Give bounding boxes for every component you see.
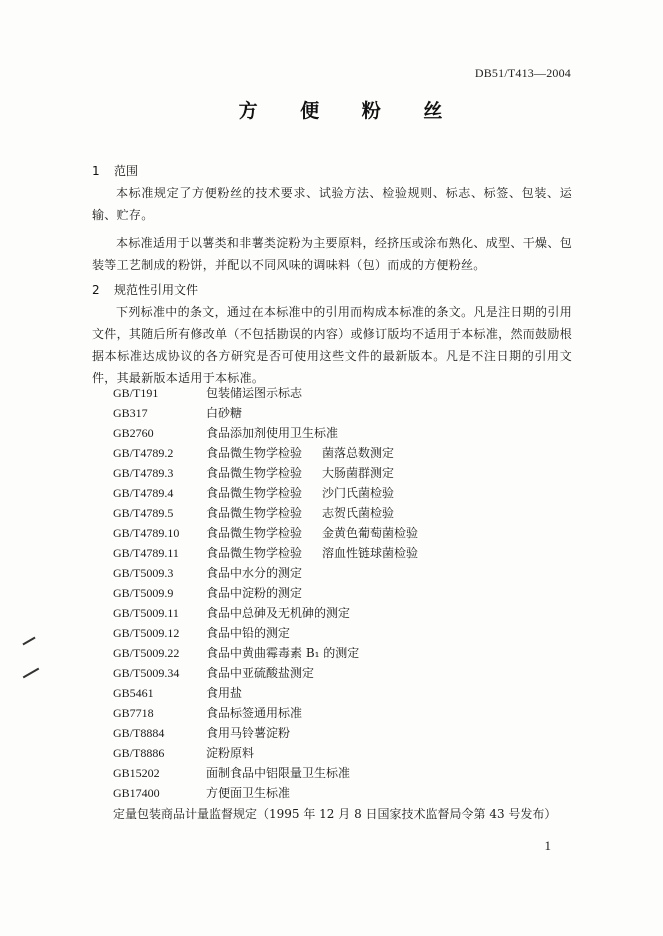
reference-code: GB/T5009.9: [113, 586, 174, 600]
reference-code: GB/T5009.12: [113, 626, 180, 640]
reference-code: GB/T8884: [113, 726, 165, 740]
reference-subtitle: 菌落总数测定: [322, 446, 395, 460]
section-number: 2: [92, 283, 100, 297]
reference-item: [113, 663, 553, 683]
reference-item: [113, 483, 553, 503]
reference-code: GB7718: [113, 706, 154, 720]
section-title: 规范性引用文件: [114, 283, 199, 297]
reference-title: 食品中总砷及无机砷的测定: [206, 606, 351, 620]
section-scope: [92, 162, 572, 276]
scope-paragraph-2: 本标准适用于以薯类和非薯类淀粉为主要原料，经挤压或涂布熟化、成型、干燥、包装等工艺制成的粉饼，并配以不同风味的调味料（包）而成的方便粉丝。: [92, 236, 572, 272]
reference-title: 食品中黄曲霉毒素 B₁ 的测定: [206, 646, 360, 660]
reference-title: 食品添加剂使用卫生标准: [206, 426, 339, 440]
reference-title: 食品微生物学检验: [206, 486, 303, 500]
reference-code: GB15202: [113, 766, 160, 780]
reference-item: [113, 763, 553, 783]
references-intro-paragraph: 下列标准中的条文，通过在本标准中的引用而构成本标准的条文。凡是注日期的引用文件，其随后所有修改单（不包括勘误的内容）或修订版均不适用于本标准，然而鼓励根据本标准达成协议的各方研究是否可使用这些文件的最新版本。凡是不注日期的引用文件，其最新版本适用于本标准。: [92, 305, 572, 385]
reference-code: GB/T191: [113, 386, 159, 400]
section-normative-references: [92, 281, 572, 389]
reference-title: 食品中铅的测定: [206, 626, 291, 640]
reference-item: [113, 723, 553, 743]
reference-code: GB5461: [113, 686, 154, 700]
page-number: 1: [544, 838, 551, 853]
reference-subtitle: 金黄色葡萄菌检验: [322, 526, 419, 540]
section-number: 1: [92, 164, 100, 178]
reference-item: [113, 463, 553, 483]
reference-item: [113, 543, 553, 563]
scan-artifact-mark: [23, 668, 40, 679]
reference-item: [113, 503, 553, 523]
reference-item: [113, 603, 553, 623]
reference-title: 食品中亚硫酸盐测定: [206, 666, 315, 680]
reference-title: 包装储运图示标志: [206, 386, 303, 400]
reference-item: [113, 643, 553, 663]
reference-list: [113, 383, 553, 803]
reference-code: GB/T5009.11: [113, 606, 179, 620]
reference-subtitle: 沙门氏菌检验: [322, 486, 395, 500]
final-reference: 定量包装商品计量监督规定（1995 年 12 月 8 日国家技术监督局令第 43 号发布）: [113, 807, 557, 821]
reference-item: [113, 683, 553, 703]
reference-code: GB/T8886: [113, 746, 165, 760]
reference-title: 食品标签通用标准: [206, 706, 303, 720]
reference-title: 方便面卫生标准: [206, 786, 291, 800]
reference-title: 食品中水分的测定: [206, 566, 303, 580]
reference-title: 食品中淀粉的测定: [206, 586, 303, 600]
standard-code: DB51/T413—2004: [474, 66, 571, 80]
reference-code: GB/T4789.11: [113, 546, 179, 560]
section-title: 范围: [114, 164, 139, 178]
reference-code: GB/T4789.2: [113, 446, 174, 460]
reference-subtitle: 志贺氏菌检验: [322, 506, 395, 520]
reference-item: [113, 563, 553, 583]
reference-item: [113, 443, 553, 463]
reference-code: GB/T4789.3: [113, 466, 174, 480]
reference-title: 食品微生物学检验: [206, 466, 303, 480]
reference-subtitle: 大肠菌群测定: [322, 466, 395, 480]
reference-code: GB/T5009.34: [113, 666, 180, 680]
reference-item: [113, 783, 553, 803]
reference-title: 食品微生物学检验: [206, 546, 303, 560]
reference-title: 食用盐: [206, 686, 243, 700]
reference-code: GB317: [113, 406, 148, 420]
reference-title: 淀粉原料: [206, 746, 255, 760]
reference-title: 食用马铃薯淀粉: [206, 726, 291, 740]
reference-item: [113, 383, 553, 403]
reference-subtitle: 溶血性链球菌检验: [322, 546, 419, 560]
reference-title: 白砂糖: [206, 406, 243, 420]
reference-item: [113, 523, 553, 543]
scan-artifact-mark: [22, 637, 35, 646]
reference-item: [113, 703, 553, 723]
reference-title: 面制食品中铝限量卫生标准: [206, 766, 351, 780]
reference-item: [113, 423, 553, 443]
document-title: 方 便 粉 丝: [238, 100, 461, 122]
section-heading: [92, 281, 572, 299]
section-heading: [92, 162, 572, 180]
reference-code: GB/T4789.4: [113, 486, 174, 500]
reference-code: GB17400: [113, 786, 160, 800]
reference-title: 食品微生物学检验: [206, 526, 303, 540]
reference-item: [113, 403, 553, 423]
reference-code: GB/T5009.3: [113, 566, 174, 580]
reference-title: 食品微生物学检验: [206, 506, 303, 520]
scope-paragraph-1: 本标准规定了方便粉丝的技术要求、试验方法、检验规则、标志、标签、包装、运输、贮存。: [92, 186, 572, 222]
reference-title: 食品微生物学检验: [206, 446, 303, 460]
reference-code: GB/T5009.22: [113, 646, 180, 660]
reference-item: [113, 623, 553, 643]
reference-code: GB/T4789.10: [113, 526, 180, 540]
reference-code: GB/T4789.5: [113, 506, 174, 520]
reference-item: [113, 743, 553, 763]
reference-item: [113, 583, 553, 603]
reference-code: GB2760: [113, 426, 154, 440]
